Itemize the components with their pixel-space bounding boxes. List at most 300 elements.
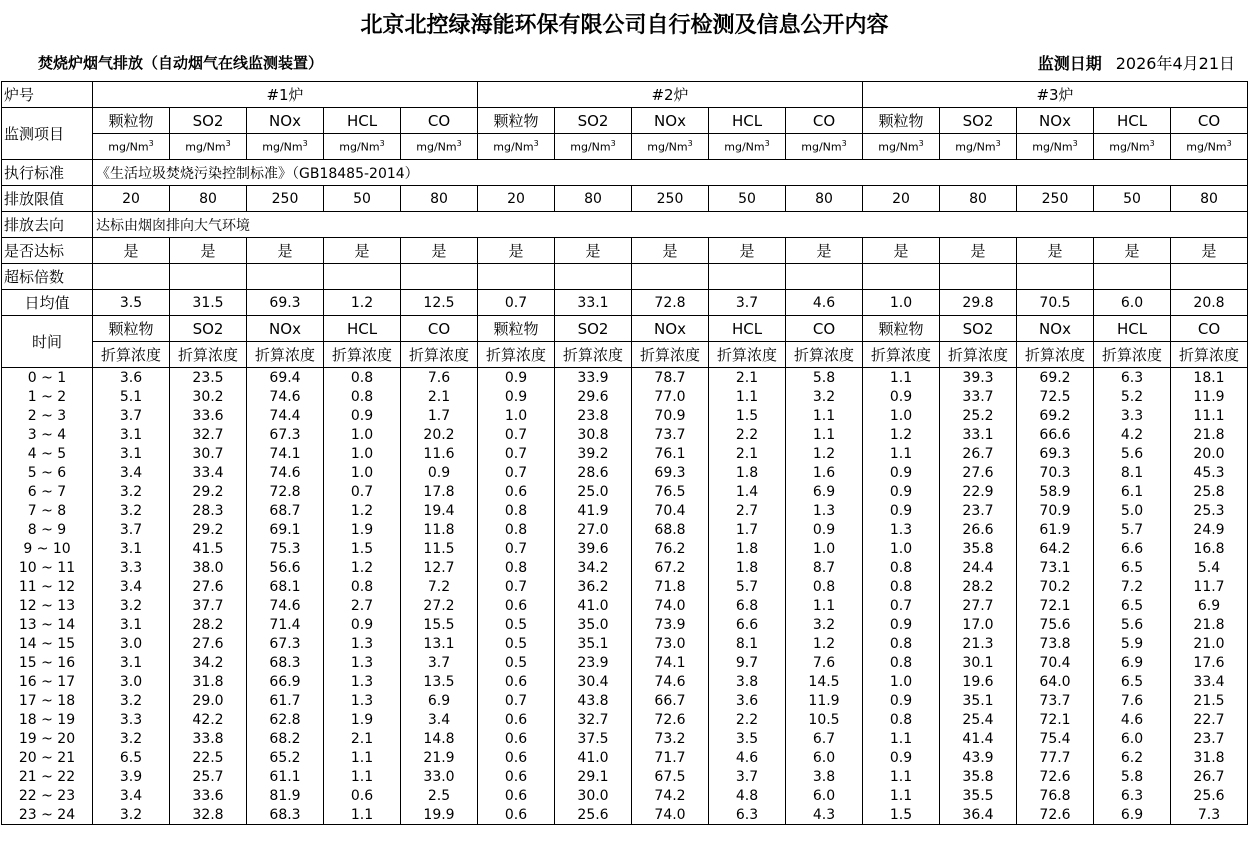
exceed-value (1171, 264, 1248, 290)
conc-label: 折算浓度 (170, 342, 247, 368)
hour-range: 5 ~ 6 (2, 463, 93, 482)
daily-avg-value: 3.7 (709, 290, 786, 316)
compliant-value: 是 (632, 238, 709, 264)
exceed-value (786, 264, 863, 290)
hourly-value: 3.7 (709, 767, 786, 786)
hourly-value: 8.1 (1094, 463, 1171, 482)
compliant-value: 是 (324, 238, 401, 264)
hourly-value: 76.5 (632, 482, 709, 501)
hourly-value: 1.1 (863, 444, 940, 463)
hourly-value: 0.9 (863, 482, 940, 501)
hourly-value: 0.7 (324, 482, 401, 501)
compliant-value: 是 (863, 238, 940, 264)
hourly-value: 35.1 (940, 691, 1017, 710)
hourly-value: 6.6 (1094, 539, 1171, 558)
hourly-value: 1.0 (324, 463, 401, 482)
unit-superscript: 3 (1072, 139, 1078, 149)
limit-value: 20 (93, 186, 170, 212)
hourly-value: 41.9 (555, 501, 632, 520)
hour-range: 12 ~ 13 (2, 596, 93, 615)
hourly-value: 68.1 (247, 577, 324, 596)
compliant-value: 是 (1094, 238, 1171, 264)
furnace-3-header: #3炉 (863, 82, 1248, 108)
limit-value: 80 (940, 186, 1017, 212)
pollutant-header: CO (401, 316, 478, 342)
hourly-value: 3.2 (93, 596, 170, 615)
hourly-value: 21.8 (1171, 615, 1248, 634)
hourly-value: 3.1 (93, 444, 170, 463)
hourly-value: 14.8 (401, 729, 478, 748)
hourly-value: 36.2 (555, 577, 632, 596)
hour-range: 23 ~ 24 (2, 805, 93, 825)
hourly-value: 11.8 (401, 520, 478, 539)
hourly-value: 61.9 (1017, 520, 1094, 539)
limit-value: 250 (1017, 186, 1094, 212)
hourly-value: 0.8 (786, 577, 863, 596)
hourly-value: 65.2 (247, 748, 324, 767)
hourly-value: 1.1 (324, 805, 401, 825)
hour-range: 22 ~ 23 (2, 786, 93, 805)
hourly-value: 31.8 (170, 672, 247, 691)
limit-value: 80 (401, 186, 478, 212)
hourly-value: 3.4 (401, 710, 478, 729)
unit-superscript: 3 (918, 139, 924, 149)
hourly-value: 72.8 (247, 482, 324, 501)
limit-value: 80 (786, 186, 863, 212)
hourly-value: 1.5 (324, 539, 401, 558)
hourly-value: 39.3 (940, 368, 1017, 388)
compliant-value: 是 (555, 238, 632, 264)
unit-text: mg/Nm (339, 140, 380, 154)
limit-value: 50 (1094, 186, 1171, 212)
hourly-value: 43.8 (555, 691, 632, 710)
hourly-value: 72.1 (1017, 596, 1094, 615)
pollutant-header: CO (1171, 108, 1248, 134)
hourly-value: 39.2 (555, 444, 632, 463)
conc-label: 折算浓度 (786, 342, 863, 368)
exceed-value (555, 264, 632, 290)
pollutant-header: CO (786, 108, 863, 134)
hourly-value: 36.4 (940, 805, 1017, 825)
hourly-value: 70.4 (1017, 653, 1094, 672)
hourly-value: 29.1 (555, 767, 632, 786)
hourly-value: 1.1 (786, 596, 863, 615)
emission-table (1, 81, 1248, 825)
hourly-value: 25.2 (940, 406, 1017, 425)
hourly-value: 0.6 (478, 748, 555, 767)
hourly-value: 33.7 (940, 387, 1017, 406)
hour-range: 14 ~ 15 (2, 634, 93, 653)
hourly-value: 0.7 (478, 444, 555, 463)
hourly-value: 1.1 (863, 767, 940, 786)
hourly-value: 67.3 (247, 634, 324, 653)
table-row (2, 577, 1248, 596)
hourly-value: 1.5 (863, 805, 940, 825)
hourly-value: 6.6 (709, 615, 786, 634)
hourly-value: 0.9 (478, 368, 555, 388)
hourly-value: 3.1 (93, 425, 170, 444)
hourly-value: 68.7 (247, 501, 324, 520)
hourly-value: 74.6 (247, 596, 324, 615)
hourly-value: 5.7 (1094, 520, 1171, 539)
furnace-1-header: #1炉 (93, 82, 478, 108)
hourly-value: 72.6 (1017, 805, 1094, 825)
hourly-value: 3.6 (93, 368, 170, 388)
table-row (2, 748, 1248, 767)
hourly-value: 0.8 (478, 520, 555, 539)
hourly-value: 6.1 (1094, 482, 1171, 501)
hourly-value: 0.8 (324, 577, 401, 596)
hourly-value: 2.2 (709, 425, 786, 444)
hourly-value: 74.6 (632, 672, 709, 691)
standard-label: 执行标准 (2, 160, 93, 186)
unit-cell (786, 134, 863, 160)
hourly-value: 0.6 (478, 710, 555, 729)
hourly-value: 24.4 (940, 558, 1017, 577)
hourly-value: 35.8 (940, 539, 1017, 558)
hourly-value: 1.0 (478, 406, 555, 425)
hourly-value: 7.2 (1094, 577, 1171, 596)
hourly-value: 0.6 (324, 786, 401, 805)
conc-label: 折算浓度 (1094, 342, 1171, 368)
daily-avg-value: 20.8 (1171, 290, 1248, 316)
hourly-value: 6.9 (1171, 596, 1248, 615)
hourly-value: 1.1 (709, 387, 786, 406)
hourly-value: 15.5 (401, 615, 478, 634)
hourly-value: 30.2 (170, 387, 247, 406)
hourly-value: 1.0 (863, 672, 940, 691)
pollutant-header: HCL (1094, 108, 1171, 134)
hourly-value: 5.6 (1094, 615, 1171, 634)
hourly-value: 11.1 (1171, 406, 1248, 425)
hourly-value: 0.7 (478, 691, 555, 710)
hourly-value: 32.7 (555, 710, 632, 729)
pollutant-header: SO2 (555, 108, 632, 134)
daily-avg-value: 72.8 (632, 290, 709, 316)
unit-superscript: 3 (687, 139, 693, 149)
table-row (2, 520, 1248, 539)
conc-label: 折算浓度 (478, 342, 555, 368)
unit-cell (1171, 134, 1248, 160)
hourly-value: 30.4 (555, 672, 632, 691)
hourly-value: 3.3 (93, 558, 170, 577)
daily-avg-value: 70.5 (1017, 290, 1094, 316)
hourly-value: 74.0 (632, 805, 709, 825)
hourly-value: 45.3 (1171, 463, 1248, 482)
hourly-value: 8.1 (709, 634, 786, 653)
unit-superscript: 3 (995, 139, 1001, 149)
unit-cell (709, 134, 786, 160)
hourly-value: 3.0 (93, 634, 170, 653)
hour-range: 4 ~ 5 (2, 444, 93, 463)
unit-cell (555, 134, 632, 160)
hourly-value: 38.0 (170, 558, 247, 577)
hourly-value: 0.9 (863, 501, 940, 520)
hourly-value: 2.5 (401, 786, 478, 805)
hourly-value: 23.7 (940, 501, 1017, 520)
unit-text: mg/Nm (1032, 140, 1073, 154)
hourly-value: 3.1 (93, 539, 170, 558)
daily-avg-value: 69.3 (247, 290, 324, 316)
hourly-value: 12.7 (401, 558, 478, 577)
hourly-value: 22.5 (170, 748, 247, 767)
daily-avg-value: 1.2 (324, 290, 401, 316)
hourly-value: 1.2 (324, 558, 401, 577)
unit-text: mg/Nm (416, 140, 457, 154)
hourly-value: 6.9 (786, 482, 863, 501)
hourly-value: 17.8 (401, 482, 478, 501)
unit-superscript: 3 (1149, 139, 1155, 149)
hourly-value: 0.8 (863, 634, 940, 653)
hourly-value: 74.1 (247, 444, 324, 463)
unit-cell (401, 134, 478, 160)
table-row (2, 406, 1248, 425)
pollutant-header: 颗粒物 (863, 108, 940, 134)
hourly-value: 72.1 (1017, 710, 1094, 729)
hourly-value: 0.9 (863, 748, 940, 767)
hourly-value: 1.8 (709, 558, 786, 577)
hourly-value: 6.3 (1094, 786, 1171, 805)
hourly-value: 3.4 (93, 577, 170, 596)
hourly-value: 21.8 (1171, 425, 1248, 444)
table-row (2, 786, 1248, 805)
hourly-value: 25.8 (1171, 482, 1248, 501)
date-label: 监测日期 (1037, 54, 1102, 73)
unit-cell (247, 134, 324, 160)
hourly-value: 1.1 (863, 786, 940, 805)
hourly-value: 58.9 (1017, 482, 1094, 501)
hourly-value: 24.9 (1171, 520, 1248, 539)
hourly-value: 0.8 (324, 387, 401, 406)
exceed-label: 超标倍数 (2, 264, 93, 290)
daily-avg-value: 1.0 (863, 290, 940, 316)
daily-avg-value: 0.7 (478, 290, 555, 316)
hourly-value: 74.2 (632, 786, 709, 805)
hourly-value: 1.3 (324, 653, 401, 672)
hour-range: 18 ~ 19 (2, 710, 93, 729)
unit-text: mg/Nm (185, 140, 226, 154)
hourly-value: 37.7 (170, 596, 247, 615)
hourly-value: 35.5 (940, 786, 1017, 805)
limit-value: 20 (863, 186, 940, 212)
hourly-value: 70.3 (1017, 463, 1094, 482)
table-row (2, 710, 1248, 729)
hourly-value: 21.0 (1171, 634, 1248, 653)
hourly-value: 2.7 (709, 501, 786, 520)
pollutant-header: SO2 (555, 316, 632, 342)
unit-superscript: 3 (610, 139, 616, 149)
hourly-value: 13.1 (401, 634, 478, 653)
unit-superscript: 3 (225, 139, 231, 149)
hourly-value: 3.4 (93, 463, 170, 482)
hourly-value: 35.0 (555, 615, 632, 634)
hourly-value: 6.8 (709, 596, 786, 615)
hourly-value: 1.8 (709, 539, 786, 558)
hour-range: 1 ~ 2 (2, 387, 93, 406)
hourly-value: 0.5 (478, 653, 555, 672)
hourly-value: 78.7 (632, 368, 709, 388)
hourly-value: 61.1 (247, 767, 324, 786)
table-row (2, 615, 1248, 634)
hourly-value: 23.5 (170, 368, 247, 388)
hourly-value: 68.8 (632, 520, 709, 539)
unit-text: mg/Nm (1109, 140, 1150, 154)
hourly-value: 2.1 (709, 444, 786, 463)
unit-text: mg/Nm (262, 140, 303, 154)
pollutant-header: SO2 (940, 108, 1017, 134)
hourly-value: 30.0 (555, 786, 632, 805)
hourly-value: 1.3 (324, 672, 401, 691)
hourly-value: 5.2 (1094, 387, 1171, 406)
unit-superscript: 3 (302, 139, 308, 149)
hourly-value: 3.7 (93, 406, 170, 425)
unit-cell (478, 134, 555, 160)
destination-text: 达标由烟囱排向大气环境 (93, 212, 1248, 238)
hourly-value: 10.5 (786, 710, 863, 729)
hourly-value: 25.7 (170, 767, 247, 786)
compliant-value: 是 (1017, 238, 1094, 264)
unit-superscript: 3 (1226, 139, 1232, 149)
hourly-value: 0.7 (478, 577, 555, 596)
hourly-value: 0.7 (478, 539, 555, 558)
hourly-value: 6.0 (1094, 729, 1171, 748)
exceed-value (324, 264, 401, 290)
pollutant-header: 颗粒物 (863, 316, 940, 342)
hourly-value: 73.9 (632, 615, 709, 634)
pollutant-header: NOx (247, 108, 324, 134)
hourly-value: 0.6 (478, 596, 555, 615)
exceed-value (1017, 264, 1094, 290)
unit-superscript: 3 (764, 139, 770, 149)
hour-range: 16 ~ 17 (2, 672, 93, 691)
hourly-value: 3.2 (93, 501, 170, 520)
hourly-value: 77.0 (632, 387, 709, 406)
unit-cell (863, 134, 940, 160)
hourly-value: 42.2 (170, 710, 247, 729)
hourly-value: 0.8 (478, 558, 555, 577)
hourly-value: 77.7 (1017, 748, 1094, 767)
pollutant-header: NOx (1017, 108, 1094, 134)
hourly-value: 6.9 (401, 691, 478, 710)
table-row (2, 368, 1248, 388)
hourly-value: 73.2 (632, 729, 709, 748)
hourly-value: 5.1 (93, 387, 170, 406)
hourly-value: 70.9 (1017, 501, 1094, 520)
daily-avg-value: 31.5 (170, 290, 247, 316)
hourly-value: 28.3 (170, 501, 247, 520)
hourly-value: 2.1 (709, 368, 786, 388)
exceed-value (478, 264, 555, 290)
hourly-value: 27.6 (940, 463, 1017, 482)
table-row (2, 387, 1248, 406)
hourly-value: 27.6 (170, 577, 247, 596)
hourly-value: 1.0 (786, 539, 863, 558)
hourly-value: 1.8 (709, 463, 786, 482)
hourly-value: 29.2 (170, 520, 247, 539)
hourly-value: 13.5 (401, 672, 478, 691)
hourly-value: 31.8 (1171, 748, 1248, 767)
hourly-value: 6.7 (786, 729, 863, 748)
exceed-value (93, 264, 170, 290)
hourly-value: 1.2 (786, 634, 863, 653)
unit-cell (1017, 134, 1094, 160)
pollutant-header: HCL (709, 316, 786, 342)
hourly-value: 18.1 (1171, 368, 1248, 388)
item-label: 监测项目 (2, 108, 93, 160)
hourly-value: 0.6 (478, 805, 555, 825)
hourly-value: 26.7 (1171, 767, 1248, 786)
hourly-value: 62.8 (247, 710, 324, 729)
hourly-value: 0.8 (478, 501, 555, 520)
pollutant-header: SO2 (170, 108, 247, 134)
hourly-value: 7.3 (1171, 805, 1248, 825)
hourly-value: 33.0 (401, 767, 478, 786)
hourly-value: 72.6 (632, 710, 709, 729)
pollutant-header: CO (786, 316, 863, 342)
compliant-value: 是 (786, 238, 863, 264)
table-row (2, 767, 1248, 786)
hourly-value: 41.5 (170, 539, 247, 558)
hourly-value: 0.8 (863, 710, 940, 729)
hourly-value: 70.4 (632, 501, 709, 520)
table-row (2, 463, 1248, 482)
hourly-value: 6.5 (1094, 558, 1171, 577)
pollutant-header: CO (401, 108, 478, 134)
hourly-value: 29.2 (170, 482, 247, 501)
hourly-value: 33.4 (1171, 672, 1248, 691)
table-row (2, 805, 1248, 825)
hour-range: 6 ~ 7 (2, 482, 93, 501)
hourly-value: 0.9 (863, 691, 940, 710)
hourly-value: 0.9 (863, 615, 940, 634)
hourly-value: 3.6 (709, 691, 786, 710)
hourly-value: 69.3 (632, 463, 709, 482)
hourly-value: 0.5 (478, 615, 555, 634)
hourly-value: 25.3 (1171, 501, 1248, 520)
hourly-value: 32.8 (170, 805, 247, 825)
hourly-value: 3.7 (401, 653, 478, 672)
hourly-value: 1.4 (709, 482, 786, 501)
hourly-value: 33.6 (170, 406, 247, 425)
conc-label: 折算浓度 (940, 342, 1017, 368)
pollutant-header: HCL (324, 108, 401, 134)
hourly-value: 0.5 (478, 634, 555, 653)
hourly-value: 0.8 (863, 558, 940, 577)
conc-label: 折算浓度 (1017, 342, 1094, 368)
hourly-value: 33.6 (170, 786, 247, 805)
hourly-value: 28.2 (940, 577, 1017, 596)
pollutant-header: CO (1171, 316, 1248, 342)
hour-range: 19 ~ 20 (2, 729, 93, 748)
hourly-value: 3.2 (93, 805, 170, 825)
table-row (2, 482, 1248, 501)
furnace-2-header: #2炉 (478, 82, 863, 108)
exceed-value (170, 264, 247, 290)
conc-label: 折算浓度 (93, 342, 170, 368)
hourly-value: 0.7 (478, 425, 555, 444)
hourly-value: 0.9 (324, 615, 401, 634)
pollutant-header: SO2 (170, 316, 247, 342)
hourly-value: 6.9 (1094, 805, 1171, 825)
hourly-value: 76.8 (1017, 786, 1094, 805)
hourly-value: 5.6 (1094, 444, 1171, 463)
hour-range: 20 ~ 21 (2, 748, 93, 767)
hourly-value: 74.6 (247, 387, 324, 406)
hour-range: 17 ~ 18 (2, 691, 93, 710)
hourly-value: 1.0 (863, 539, 940, 558)
unit-text: mg/Nm (493, 140, 534, 154)
hour-range: 10 ~ 11 (2, 558, 93, 577)
